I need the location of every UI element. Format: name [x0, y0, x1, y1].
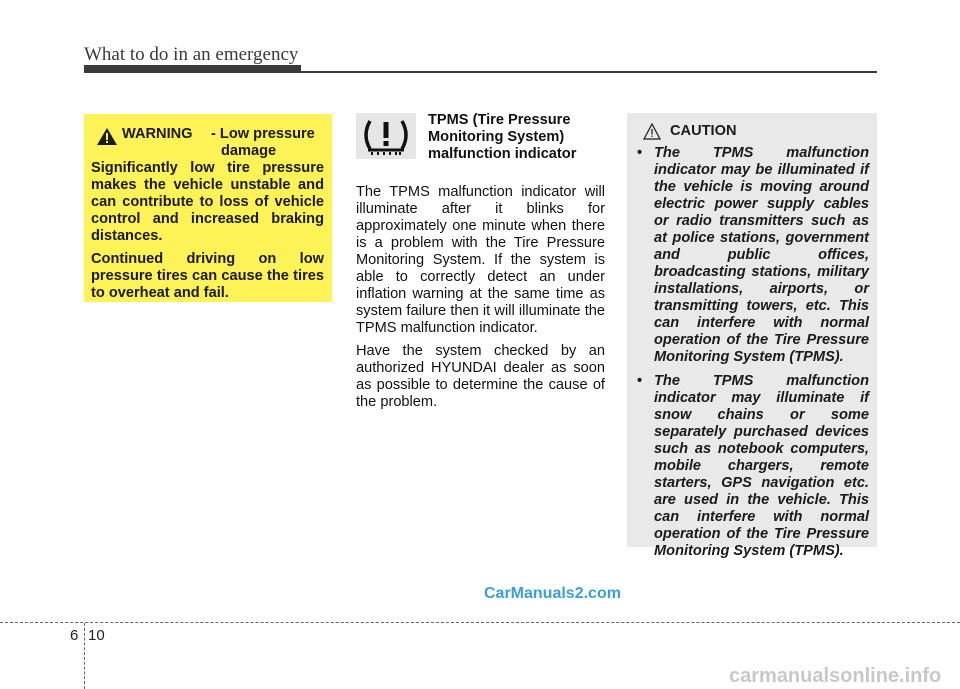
warning-head	[91, 122, 324, 160]
tpms-paragraph: The TPMS malfunction indicator will illuminate after it blinks for approximately one minute when there is a problem with the Tire Pressure Monitoring System. If the system is able to correctly detect an under inflation warning at the same time as system failure then it will illuminate the TPMS malfunction indicator.	[356, 184, 605, 336]
tpms-heading-line: TPMS (Tire Pressure	[428, 112, 571, 128]
caution-triangle-icon	[643, 123, 661, 140]
warning-subtitle-line2: damage	[221, 143, 277, 159]
warning-triangle-icon	[97, 128, 117, 145]
tpms-body-text	[356, 184, 605, 417]
warning-paragraph: Continued driving on low pressure tires can cause the tires to overheat and fail.	[91, 251, 324, 301]
tpms-heading	[428, 112, 608, 163]
watermark-link[interactable]: CarManuals2.com	[484, 585, 621, 602]
bullet-icon: •	[637, 145, 643, 161]
caution-item-text: The TPMS malfunction indicator may be illuminated if the vehicle is moving around electric power supply cables or radio transmitters such as at police stations, government and public offices, broadcasting stations, military installations, airports, or transmitting towers, etc. This can interfere with normal operation of the Tire Pressure Monitoring System (TPMS).	[654, 145, 869, 365]
tpms-indicator-icon-box	[356, 113, 416, 159]
header-rule-thin	[84, 71, 877, 73]
warning-box	[84, 114, 332, 302]
tpms-heading-line: malfunction indicator	[428, 146, 577, 162]
bullet-icon: •	[637, 373, 643, 389]
warning-label: WARNING	[122, 126, 193, 142]
tpms-heading-line: Monitoring System)	[428, 129, 565, 145]
caution-item-text: The TPMS malfunction indicator may illuminate if snow chains or some separately purchased devices such as notebook computers, mobile chargers, remote starters, GPS navigation etc. are used in the vehicle. This can interfere with normal operation of the Tire Pressure Monitoring System (TPMS).	[654, 373, 869, 559]
caution-box	[627, 113, 877, 559]
tpms-indicator-icon	[356, 113, 416, 159]
page-section-number: 6	[70, 627, 79, 644]
warning-subtitle-line1: - Low pressure	[211, 126, 315, 142]
caution-item	[635, 373, 869, 560]
footer-vertical-rule	[84, 623, 85, 689]
watermark-bottom: carmanualsonline.info	[729, 665, 942, 687]
caution-list	[635, 145, 869, 560]
footer-rule	[0, 622, 960, 623]
caution-head	[635, 123, 869, 145]
caution-label: CAUTION	[670, 123, 737, 139]
caution-item	[635, 145, 869, 366]
tpms-paragraph: Have the system checked by an authorized HYUNDAI dealer as soon as possible to determine the cause of the problem.	[356, 343, 605, 410]
page-header-title: What to do in an emergency	[84, 44, 299, 65]
warning-paragraph: Significantly low tire pressure makes the vehicle unstable and can contribute to loss of vehicle control and increased braking distances.	[91, 160, 324, 244]
page-number: 10	[88, 627, 105, 644]
